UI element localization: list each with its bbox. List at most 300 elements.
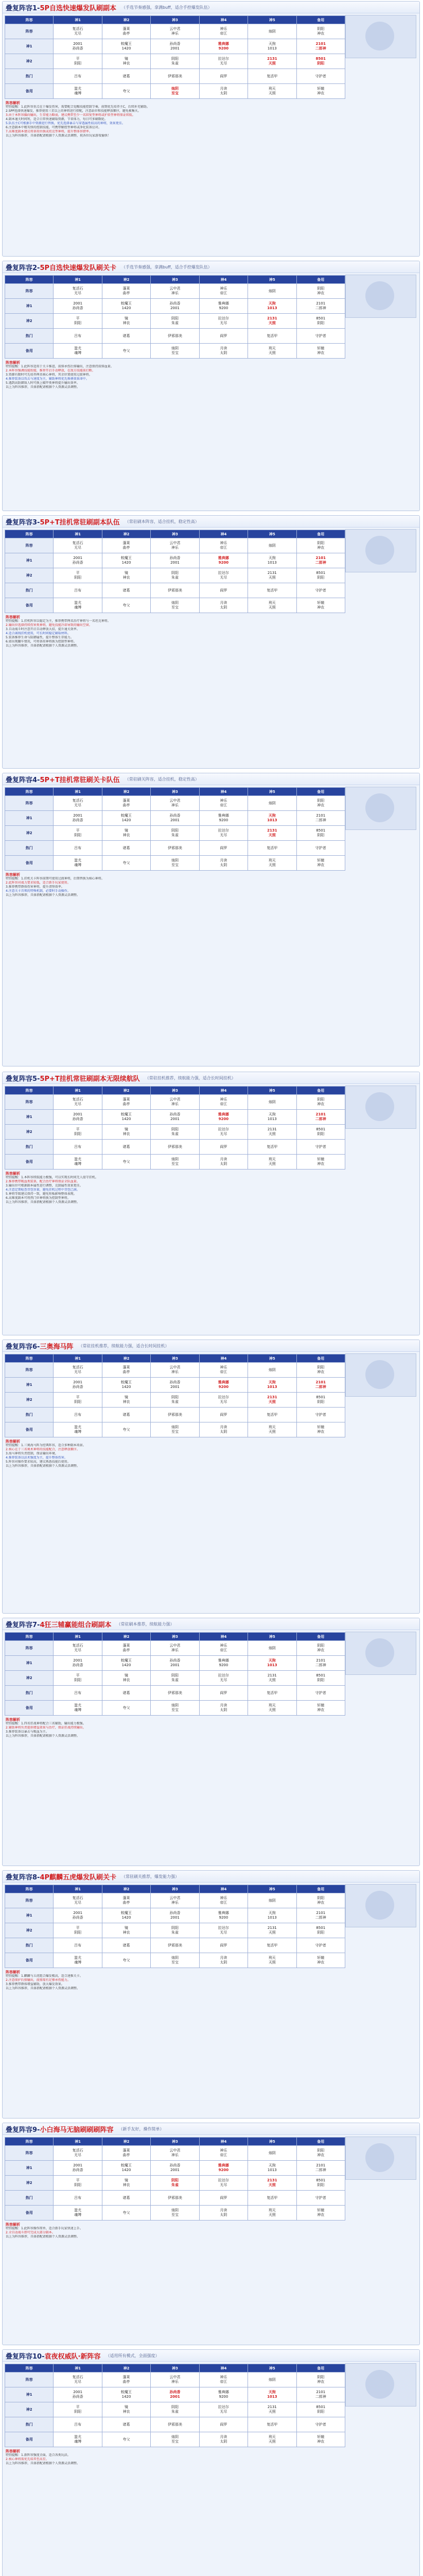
lineup-cell: 镜 神农 xyxy=(102,1923,150,1938)
lineup-cell: 蓬莱 曲亭 xyxy=(102,1641,150,1656)
note-line: 特别提醒：1.此阵容操作简单，适合新手玩家快速上手。 xyxy=(6,2227,83,2230)
column-header: 阵容 xyxy=(5,1633,54,1641)
card-title xyxy=(6,2124,113,2134)
lineup-cell: 刑天 天照 xyxy=(248,2432,296,2447)
note-line: 特别提醒：1.麒麟与五虎组合爆发极高，适合速推关卡。 xyxy=(6,1974,83,1978)
lineup-cell: 夸父 xyxy=(102,856,150,871)
card-title-main: 小白海马无脑刷刷刷阵容 xyxy=(40,2126,114,2134)
lineup-row xyxy=(5,2387,345,2402)
column-header: 神4 xyxy=(199,2138,248,2146)
card-subtitle: （手选节奏感强，拿满buff，适合手控爆发队伍） xyxy=(121,5,212,10)
lineup-row xyxy=(5,1641,345,1656)
card-title xyxy=(6,1619,112,1629)
lineup-cell: 阴阳 神农 xyxy=(296,538,345,553)
lineup-cell: 蛟魔王 1420 xyxy=(102,553,150,568)
lineup-row xyxy=(5,796,345,811)
note-line: 4.推荐装备以攻击与速度为主，辅助神将优先堆叠效果命中。 xyxy=(6,377,89,381)
lineup-cell: 吕布 xyxy=(54,841,102,856)
row-label: 神1 xyxy=(5,2387,54,2402)
lineup-table xyxy=(5,2364,345,2447)
lineup-table xyxy=(5,15,345,99)
lineup-cell: 8501 阴阳 xyxy=(296,1393,345,1408)
lineup-row xyxy=(5,344,345,359)
lineup-cell: 孙尚香 2001 xyxy=(151,299,199,314)
row-label: 备用 xyxy=(5,598,54,613)
card-subtitle: （常驻刷关阵容，适合挂机，稳定性高） xyxy=(125,776,199,782)
column-header: 备用 xyxy=(296,1087,345,1095)
lineup-cell: 阴阳 朱雀 xyxy=(151,314,199,329)
lineup-cell: 诸葛 xyxy=(102,2191,150,2206)
lineup-cell: 2131 天照 xyxy=(248,1393,296,1408)
lineup-cell: 天狗 1013 xyxy=(248,39,296,54)
note-line: 6.如出现翻车情况，可将备用神将换为控制型神将。 xyxy=(6,640,77,643)
lineup-cell: 复活石 无尽 xyxy=(54,538,102,553)
lineup-cell: 诸葛 xyxy=(102,1938,150,1953)
notes-block xyxy=(3,2221,419,2239)
note-line: 以上为阵容推荐，具体搭配请根据个人资源灵活调整。 xyxy=(6,1464,80,1468)
lineup-cell: 阴阳 神农 xyxy=(296,796,345,811)
lineup-cell: 夸父 xyxy=(102,598,150,613)
lineup-cell: 伊邪那美 xyxy=(151,69,199,84)
note-line: 4.注意关卡首领的特殊机制，必要时手动操作。 xyxy=(6,889,70,893)
lineup-cell: 烛阴 至宝 xyxy=(151,856,199,871)
note-line: 2.核心在于三名奥术神将的技能配合，注意释放顺序。 xyxy=(6,1448,80,1451)
lineup-cell: 阎罗 xyxy=(199,1686,248,1701)
lineup-cell: 阎罗 xyxy=(199,69,248,84)
note-line: 3.由于本阵容偏向输出，生存能力略弱，建议携带至少一名回复型神将或护盾型神将保证续航。 xyxy=(6,113,135,117)
lineup-cell: 吕布 xyxy=(54,1686,102,1701)
lineup-cell: 复活甲 xyxy=(248,1938,296,1953)
column-header: 神1 xyxy=(54,2364,102,2372)
card-title-prefix: 叠复阵容6- xyxy=(6,1343,40,1351)
lineup-cell: 夸父 xyxy=(102,2432,150,2447)
hero-portrait xyxy=(345,787,416,830)
column-header: 神1 xyxy=(54,788,102,796)
row-label: 热门 xyxy=(5,1938,54,1953)
lineup-cell: 月读 太阴 xyxy=(199,344,248,359)
lineup-cell: 烛阴 xyxy=(248,2146,296,2161)
card-title-prefix: 叠复阵容5- xyxy=(6,1075,40,1083)
lineup-cell: 镜 神农 xyxy=(102,1125,150,1140)
lineup-cell: 复活石 无尽 xyxy=(54,2372,102,2387)
lineup-cell: 诸葛 xyxy=(102,1686,150,1701)
row-label: 阵容 xyxy=(5,538,54,553)
lineup-cell: 镜 神农 xyxy=(102,826,150,841)
lineup-row xyxy=(5,314,345,329)
lineup-cell: 复活石 无尽 xyxy=(54,796,102,811)
column-header: 神2 xyxy=(102,530,150,538)
lineup-row xyxy=(5,568,345,583)
lineup-row xyxy=(5,841,345,856)
note-line: 以上为阵容推荐，具体搭配请根据个人资源灵活调整。 xyxy=(6,2235,80,2239)
lineup-cell: 雅典娜 9200 xyxy=(199,2387,248,2402)
column-header: 神3 xyxy=(151,1354,199,1363)
lineup-cell: 诸葛 xyxy=(102,2417,150,2432)
lineup-cell: 烛阴 至宝 xyxy=(151,2432,199,2447)
lineup-cell: 2001 孙尚香 xyxy=(54,2387,102,2402)
lineup-cell: 蚩尤 魂缚 xyxy=(54,344,102,359)
lineup-cell: 轩辕 神农 xyxy=(296,1422,345,1437)
card-header xyxy=(3,2350,419,2362)
lineup-cell: 雅典娜 9200 xyxy=(199,39,248,54)
lineup-cell: 2001 孙尚香 xyxy=(54,39,102,54)
lineup-row xyxy=(5,1393,345,1408)
lineup-cell: 孙尚香 2001 xyxy=(151,1378,199,1393)
lineup-cell: 伊邪那美 xyxy=(151,2191,199,2206)
lineup-table xyxy=(5,1086,345,1170)
column-header: 神3 xyxy=(151,1087,199,1095)
lineup-cell: 月读 太阴 xyxy=(199,1155,248,1170)
lineup-cell: 2101 二郎神 xyxy=(296,811,345,826)
card-subtitle: （常驻刷本阵容，适合挂机，稳定性高） xyxy=(125,519,199,524)
row-label: 神1 xyxy=(5,553,54,568)
row-label: 神2 xyxy=(5,2402,54,2417)
lineup-cell: 蛟魔王 1420 xyxy=(102,1378,150,1393)
lineup-cell: 诸葛 xyxy=(102,329,150,344)
lineup-table xyxy=(5,2137,345,2221)
lineup-cell: 拉达尔 无尽 xyxy=(199,2402,248,2417)
lineup-cell: 孙尚香 2001 xyxy=(151,2387,199,2402)
card-title-prefix: 叠复阵容2- xyxy=(6,264,40,272)
lineup-cell: 蛟魔王 1420 xyxy=(102,2161,150,2176)
lineup-row xyxy=(5,1953,345,1968)
column-header: 神5 xyxy=(248,276,296,284)
row-label: 热门 xyxy=(5,329,54,344)
lineup-cell: 月读 太阴 xyxy=(199,2206,248,2221)
lineup-cell: 2101 二郎神 xyxy=(296,1908,345,1923)
lineup-cell: 雅典娜 9200 xyxy=(199,1110,248,1125)
row-label: 阵容 xyxy=(5,796,54,811)
lineup-cell: 蓬莱 曲亭 xyxy=(102,2372,150,2387)
lineup-cell: 蓬莱 曲亭 xyxy=(102,24,150,39)
card-subtitle: （适用所有模式，全面强度） xyxy=(105,2353,160,2358)
lineup-cell: 蚩尤 魂缚 xyxy=(54,598,102,613)
note-line: 特别提醒：1.挂机关卡阵容前期可使用过渡神将，后期替换为核心神将。 xyxy=(6,877,104,880)
lineup-cell: 刑天 天照 xyxy=(248,2206,296,2221)
lineup-row xyxy=(5,2206,345,2221)
note-line: 4.推荐装备以法术强度为主，提升整体伤害。 xyxy=(6,1456,67,1460)
lineup-row xyxy=(5,1908,345,1923)
note-line: 以上为阵容推荐，具体搭配请根据个人资源灵活调整。 xyxy=(6,385,80,389)
note-line: 3.推荐携带群体伤害神将，提升清怪效率。 xyxy=(6,885,64,889)
notes-block xyxy=(3,1968,419,1991)
lineup-cell: 蛟魔王 1420 xyxy=(102,2387,150,2402)
lineup-cell: 蚩尤 魂缚 xyxy=(54,2432,102,2447)
lineup-cell: 孙尚香 2001 xyxy=(151,1656,199,1671)
lineup-cell: 神乐 帝江 xyxy=(199,1095,248,1110)
lineup-cell: 2131 天照 xyxy=(248,314,296,329)
lineup-cell: 守护者 xyxy=(296,1140,345,1155)
lineup-cell: 天狗 1013 xyxy=(248,553,296,568)
lineup-cell: 拉达尔 无尽 xyxy=(199,826,248,841)
lineup-cell: 吕布 xyxy=(54,2417,102,2432)
lineup-table xyxy=(5,530,345,613)
lineup-cell: 2101 二郎神 xyxy=(296,1656,345,1671)
note-line: 特别提醒：1.四名狂战神将配合三名辅助，输出能力极强。 xyxy=(6,1722,86,1725)
column-header: 神2 xyxy=(102,1633,150,1641)
row-label: 备用 xyxy=(5,1953,54,1968)
lineup-cell: 雅典娜 9200 xyxy=(199,1378,248,1393)
card-title-prefix: 叠复阵容9- xyxy=(6,2126,40,2134)
card-header xyxy=(3,261,419,273)
lineup-cell: 2001 孙尚香 xyxy=(54,2161,102,2176)
notes-heading: 阵容解析 xyxy=(6,1172,20,1176)
lineup-table xyxy=(5,1354,345,1437)
card-title-main: 5P+T挂机常驻刷关卡队伍 xyxy=(40,776,120,784)
lineup-cell: 烛阴 xyxy=(248,1095,296,1110)
lineup-row xyxy=(5,1363,345,1378)
note-line: 5.阵容对操作要求较高，建议熟悉技能后使用。 xyxy=(6,1460,70,1464)
lineup-cell: 平 阴阳 xyxy=(54,1923,102,1938)
column-header: 神3 xyxy=(151,2138,199,2146)
lineup-cell: 刑天 天照 xyxy=(248,1155,296,1170)
lineup-cell: 拉达尔 无尽 xyxy=(199,2176,248,2191)
lineup-row xyxy=(5,2432,345,2447)
lineup-cell: 吕布 xyxy=(54,2191,102,2206)
card-header xyxy=(3,773,419,785)
lineup-cell: 复活甲 xyxy=(248,841,296,856)
row-label: 神1 xyxy=(5,2161,54,2176)
lineup-cell: 8501 阴阳 xyxy=(296,1923,345,1938)
lineup-cell: 烛阴 至宝 xyxy=(151,1953,199,1968)
lineup-cell: 8501 阴阳 xyxy=(296,1671,345,1686)
lineup-cell: 复活石 无尽 xyxy=(54,1363,102,1378)
lineup-cell: 诸葛 xyxy=(102,1408,150,1422)
column-header: 备用 xyxy=(296,1633,345,1641)
lineup-row xyxy=(5,1140,345,1155)
card-title xyxy=(6,1872,116,1882)
lineup-cell: 吕布 xyxy=(54,329,102,344)
lineup-cell: 刑天 天照 xyxy=(248,1953,296,1968)
hero-portrait xyxy=(345,1353,416,1397)
lineup-row xyxy=(5,2417,345,2432)
lineup-cell: 伊邪那美 xyxy=(151,1408,199,1422)
lineup-cell: 守护者 xyxy=(296,329,345,344)
note-line: 2.推荐携带吸血类装备，配合治疗神将保证全队血量。 xyxy=(6,1180,80,1183)
column-header: 神5 xyxy=(248,788,296,796)
lineup-cell: 2101 二郎神 xyxy=(296,299,345,314)
lineup-card xyxy=(2,261,420,511)
lineup-cell: 伊邪那美 xyxy=(151,1938,199,1953)
lineup-cell: 神乐 帝江 xyxy=(199,1641,248,1656)
note-line: 特别提醒：1.此阵容适用于关卡推进，前排承伤后排输出，注意保持前排血量。 xyxy=(6,365,114,368)
lineup-cell: 孙尚香 2001 xyxy=(151,553,199,568)
lineup-cell: 阎罗 xyxy=(199,329,248,344)
lineup-cell: 拉达尔 无尽 xyxy=(199,314,248,329)
card-title xyxy=(6,2351,100,2361)
lineup-cell: 轩辕 神农 xyxy=(296,1953,345,1968)
lineup-row xyxy=(5,2176,345,2191)
column-header: 神3 xyxy=(151,16,199,24)
notes-block xyxy=(3,1716,419,1738)
column-header: 阵容 xyxy=(5,1885,54,1893)
lineup-cell: 蚩尤 魂缚 xyxy=(54,1701,102,1716)
row-label: 阵容 xyxy=(5,1893,54,1908)
notes-block xyxy=(3,2447,419,2466)
lineup-cell: 平 阴阳 xyxy=(54,826,102,841)
lineup-cell: 刑天 天照 xyxy=(248,856,296,871)
card-subtitle: （新手友好，操作简单） xyxy=(118,2126,164,2131)
notes-block xyxy=(3,613,419,648)
lineup-row xyxy=(5,1656,345,1671)
lineup-cell: 8501 阴阳 xyxy=(296,568,345,583)
lineup-row xyxy=(5,2402,345,2417)
lineup-cell: 月读 太阴 xyxy=(199,1701,248,1716)
card-subtitle: （常驻刷本推荐，续航能力强） xyxy=(116,1621,174,1626)
lineup-cell: 天狗 1013 xyxy=(248,811,296,826)
lineup-cell: 夸父 xyxy=(102,1701,150,1716)
lineup-cell: 2001 孙尚香 xyxy=(54,553,102,568)
note-line: 6.注意副本中精英怪的控制技能，可携带解控型神将或净化装备应对。 xyxy=(6,126,101,129)
lineup-cell: 阴阳 神农 xyxy=(296,1641,345,1656)
notes-block xyxy=(3,1170,419,1205)
lineup-cell: 烛阴 至宝 xyxy=(151,598,199,613)
note-line: 5.神将等级建议保持一致，避免短板影响整体表现。 xyxy=(6,1192,77,1196)
column-header: 神5 xyxy=(248,1885,296,1893)
lineup-cell: 守护者 xyxy=(296,1686,345,1701)
lineup-row xyxy=(5,856,345,871)
note-line: 3.输出位可根据副本属性进行调整，克制属性效果更佳。 xyxy=(6,1184,83,1188)
lineup-cell: 蚩尤 魂缚 xyxy=(54,856,102,871)
lineup-cell: 雅典娜 9200 xyxy=(199,553,248,568)
lineup-cell: 阴阳 神农 xyxy=(296,2146,345,2161)
card-title-main: 5P自选快速爆发队刷关卡 xyxy=(40,264,117,272)
lineup-cell: 神乐 帝江 xyxy=(199,538,248,553)
lineup-cell: 月读 太阴 xyxy=(199,2432,248,2447)
lineup-cell: 2131 天照 xyxy=(248,1671,296,1686)
notes-heading: 阵容解析 xyxy=(6,1970,20,1974)
lineup-cell: 平 阴阳 xyxy=(54,568,102,583)
lineup-cell: 2101 二郎神 xyxy=(296,553,345,568)
lineup-cell: 孙尚香 2001 xyxy=(151,1110,199,1125)
column-header: 神5 xyxy=(248,1633,296,1641)
row-label: 热门 xyxy=(5,2417,54,2432)
lineup-cell: 复活石 无尽 xyxy=(54,284,102,299)
lineup-cell: 镜 神农 xyxy=(102,1393,150,1408)
column-header: 神2 xyxy=(102,2138,150,2146)
lineup-cell: 烛阴 xyxy=(248,1363,296,1378)
column-header: 阵容 xyxy=(5,276,54,284)
column-header: 备用 xyxy=(296,2364,345,2372)
lineup-card xyxy=(2,2123,420,2345)
row-label: 备用 xyxy=(5,2432,54,2447)
lineup-cell: 复活石 无尽 xyxy=(54,1095,102,1110)
card-title xyxy=(6,1073,140,1083)
lineup-cell: 守护者 xyxy=(296,1938,345,1953)
column-header: 备用 xyxy=(296,788,345,796)
lineup-cell: 烛阴 xyxy=(248,2372,296,2387)
lineup-cell: 诸葛 xyxy=(102,69,150,84)
lineup-cell: 月读 太阴 xyxy=(199,1953,248,1968)
lineup-cell: 守护者 xyxy=(296,2191,345,2206)
lineup-cell: 阴阳 朱雀 xyxy=(151,2176,199,2191)
note-line: 4.适合离线挂机使用，可长时间稳定刷取材料。 xyxy=(6,632,70,635)
lineup-cell: 拉达尔 无尽 xyxy=(199,54,248,69)
row-label: 备用 xyxy=(5,1422,54,1437)
hero-portrait xyxy=(345,15,416,58)
lineup-cell: 轩辕 神农 xyxy=(296,598,345,613)
column-header: 神5 xyxy=(248,2138,296,2146)
lineup-cell: 阴阳 朱雀 xyxy=(151,1923,199,1938)
card-title-main: 袁夜权威队·新阵容 xyxy=(44,2352,101,2361)
row-label: 备用 xyxy=(5,84,54,99)
note-line: 以上为阵容推荐，具体搭配请根据个人资源灵活调整。 xyxy=(6,1734,80,1738)
column-header: 神1 xyxy=(54,2138,102,2146)
lineup-cell: 阴阳 朱雀 xyxy=(151,826,199,841)
lineup-cell: 复活甲 xyxy=(248,1686,296,1701)
lineup-cell: 拉达尔 无尽 xyxy=(199,568,248,583)
lineup-cell: 伊邪那美 xyxy=(151,1686,199,1701)
card-subtitle: （常驻挂机推荐，续航能力强，适合长时间挂机） xyxy=(78,1343,169,1348)
column-header: 神4 xyxy=(199,16,248,24)
note-line: 特别提醒：1.新阵容强度全面，适合各类玩法。 xyxy=(6,2453,70,2457)
lineup-table xyxy=(5,1885,345,1968)
lineup-cell: 烛阴 至宝 xyxy=(151,84,199,99)
lineup-cell: 阎罗 xyxy=(199,2417,248,2432)
lineup-row xyxy=(5,1671,345,1686)
lineup-cell: 复活甲 xyxy=(248,1140,296,1155)
lineup-cell: 镜 神农 xyxy=(102,2176,150,2191)
lineup-row xyxy=(5,299,345,314)
lineup-cell: 镜 神农 xyxy=(102,54,150,69)
lineup-cell: 云中君 神乐 xyxy=(151,1095,199,1110)
lineup-cell: 云中君 神乐 xyxy=(151,1893,199,1908)
lineup-cell: 8501 阴阳 xyxy=(296,54,345,69)
lineup-cell: 复活甲 xyxy=(248,2417,296,2432)
column-header: 神2 xyxy=(102,1354,150,1363)
card-header xyxy=(3,1871,419,1883)
card-title-prefix: 叠复阵容7- xyxy=(6,1621,40,1629)
lineup-row xyxy=(5,826,345,841)
lineup-cell: 拉达尔 无尽 xyxy=(199,1671,248,1686)
hero-portrait xyxy=(345,1086,416,1129)
lineup-cell: 伊邪那美 xyxy=(151,583,199,598)
notes-heading: 阵容解析 xyxy=(6,1439,20,1444)
lineup-cell: 阴阳 朱雀 xyxy=(151,1125,199,1140)
lineup-cell: 守护者 xyxy=(296,583,345,598)
row-label: 神1 xyxy=(5,1656,54,1671)
lineup-cell: 蛟魔王 1420 xyxy=(102,1110,150,1125)
lineup-row xyxy=(5,553,345,568)
lineup-cell: 阴阳 神农 xyxy=(296,284,345,299)
lineup-card xyxy=(2,2349,420,2576)
column-header: 神4 xyxy=(199,1354,248,1363)
lineup-cell: 2131 天照 xyxy=(248,1923,296,1938)
column-header: 神1 xyxy=(54,16,102,24)
note-line: 特别提醒：1.本阵容续航能力极强，可以实现长时间无人值守挂机。 xyxy=(6,1176,98,1179)
column-header: 神5 xyxy=(248,2364,296,2372)
row-label: 阵容 xyxy=(5,2146,54,2161)
column-header: 阵容 xyxy=(5,1354,54,1363)
lineup-cell: 天狗 1013 xyxy=(248,1110,296,1125)
column-header: 备用 xyxy=(296,276,345,284)
lineup-cell: 复活石 无尽 xyxy=(54,1893,102,1908)
lineup-row xyxy=(5,84,345,99)
lineup-cell: 轩辕 神农 xyxy=(296,344,345,359)
column-header: 备用 xyxy=(296,1354,345,1363)
lineup-cell: 吕布 xyxy=(54,1140,102,1155)
lineup-cell: 刑天 天照 xyxy=(248,598,296,613)
column-header: 神4 xyxy=(199,276,248,284)
lineup-cell: 诸葛 xyxy=(102,583,150,598)
row-label: 神2 xyxy=(5,314,54,329)
lineup-cell: 守护者 xyxy=(296,1408,345,1422)
lineup-row xyxy=(5,1701,345,1716)
card-header xyxy=(3,1072,419,1084)
lineup-cell: 刑天 天照 xyxy=(248,344,296,359)
card-title xyxy=(6,262,116,272)
lineup-cell: 轩辕 神农 xyxy=(296,84,345,99)
